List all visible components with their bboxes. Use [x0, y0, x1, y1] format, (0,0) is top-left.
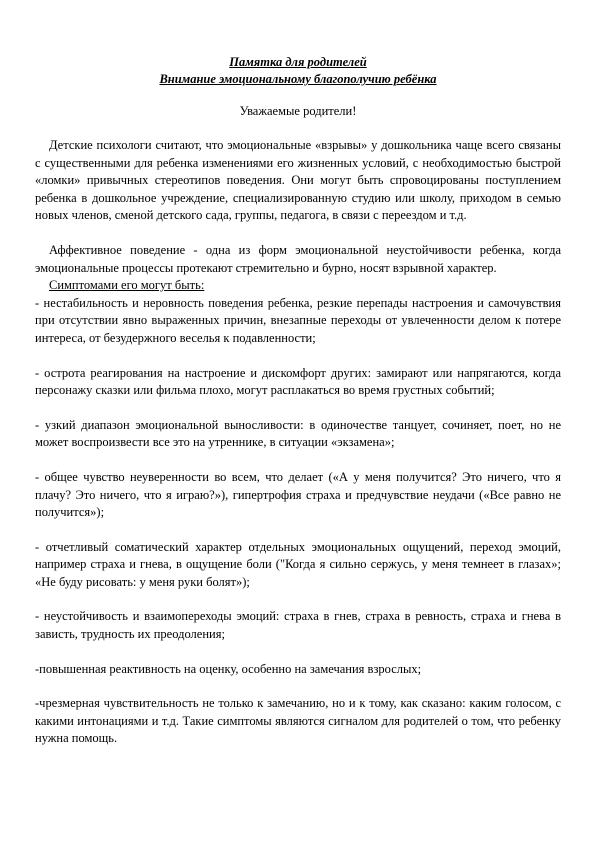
symptom-item: - отчетливый соматический характер отдельных эмоциональных ощущений, переход эмоций, например страха и гнева, в ощущение боли ("Когда я сильно сержусь, у меня темнеет в глазах»; «Не буду рисовать: у меня руки болят»); [35, 539, 561, 589]
document-title: Памятка для родителей [229, 55, 367, 69]
symptom-item: -чрезмерная чувствительность не только к замечанию, но и к тому, как сказано: каким голосом, с какими интонациями и т.д. Такие симптомы являются сигналом для родителей о том, что ребенку нужна помощь. [35, 696, 561, 746]
symptom-item: - узкий диапазон эмоциональной выносливости: в одиночестве танцует, сочиняет, поет, но не может воспроизвести все это на утреннике, в ситуации «экзамена»; [35, 417, 561, 450]
symptoms-heading: Симптомами его могут быть: [49, 278, 205, 293]
symptom-item: - неустойчивость и взаимопереходы эмоций: страха в гнев, страха в ревность, страха и гнева в зависть, трудность их преодоления; [35, 609, 561, 642]
intro-paragraph: Детские психологи считают, что эмоциональные «взрывы» у дошкольника чаще всего связаны с существенными для ребенка изменениями его жизненных условий, с необходимостью быстрой «ломки» привычных стереотипов поведения. Они могут быть спровоцированы поступлением ребенка в дошкольное учреждение, специализированную студию или школу, приходом в семью новых членов, сменой детского сада, группы, педагога, в связи с переездом и т.д. [35, 138, 561, 223]
symptom-item: - острота реагирования на настроение и дискомфорт других: замирают или напрягаются, когда персонажу сказки или фильма плохо, могут расплакаться во время грустных событий; [35, 365, 561, 398]
affective-paragraph: Аффективное поведение - одна из форм эмоциональной неустойчивости ребенка, когда эмоциональные процессы протекают стремительно и бурно, носят взрывной характер. [35, 242, 561, 275]
symptom-item: - общее чувство неуверенности во всем, что делает («А у меня получится? Это ничего, что я плачу? Это ничего, что я играю?»), гипертрофия страха и предчувствие неудачи («Все равно не получится»); [35, 469, 561, 520]
greeting: Уважаемые родители! [239, 104, 357, 118]
document-subtitle: Внимание эмоциональному благополучию ребёнка [159, 72, 437, 86]
symptom-item: - нестабильность и неровность поведения ребенка, резкие перепады настроения и самочувствия при отсутствии явно выраженных причин, внезапные переходы от увлеченности делом к потере интереса, от безудержного веселья к подавленности; [35, 295, 561, 345]
symptom-item: -повышенная реактивность на оценку, особенно на замечания взрослых; [35, 661, 422, 676]
